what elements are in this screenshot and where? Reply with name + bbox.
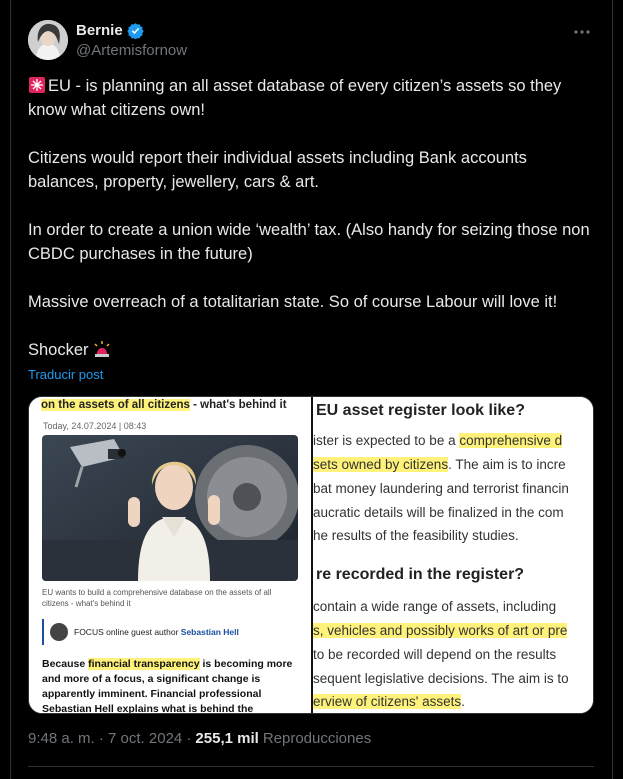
tweet-views-label: Reproducciones xyxy=(262,730,372,747)
siren-icon xyxy=(93,340,111,358)
tweet-paragraph-4: Massive overreach of a totalitarian state. So of course Labour will love it! xyxy=(28,293,558,311)
register-heading-2: re recorded in the register? xyxy=(316,566,525,583)
tweet-paragraph-1: EU - is planning an all asset database of every citizen’s assets so they know what citizens own! xyxy=(28,77,566,119)
more-options-icon[interactable] xyxy=(572,22,592,42)
article-screenshot-right xyxy=(313,397,594,714)
siren-icon xyxy=(28,76,46,94)
tweet-paragraph-3: In order to create a union wide ‘wealth’ tax. (Also handy for seizing those non CBDC purchases in the future) xyxy=(28,221,595,263)
register-line: he results of the feasibility studies. xyxy=(313,528,519,543)
register-line: sequent legislative decisions. The aim is to xyxy=(313,671,569,686)
register-line: s, vehicles and possibly works of art or pre xyxy=(313,623,568,638)
tweet-timestamp[interactable]: 9:48 a. m. · 7 oct. 2024 · xyxy=(28,730,192,747)
footer-divider xyxy=(28,766,594,767)
article-date: Today, 24.07.2024 | 08:43 xyxy=(43,421,147,431)
tweet-text xyxy=(28,74,594,362)
tweet-header xyxy=(28,18,594,62)
article-photo xyxy=(42,435,298,581)
register-heading-1: EU asset register look like? xyxy=(316,402,525,419)
tweet-paragraph-2: Citizens would report their individual assets including Bank accounts balances, property, jewellery, cars & art. xyxy=(28,149,532,191)
register-line: bat money laundering and terrorist financin xyxy=(313,481,569,496)
register-line: contain a wide range of assets, including xyxy=(313,599,557,614)
verified-badge-icon xyxy=(127,22,144,39)
article-author: FOCUS online guest author Sebastian Hell xyxy=(42,619,300,645)
register-line: to be recorded will depend on the results xyxy=(313,647,557,662)
article-screenshot-left xyxy=(29,397,311,714)
register-line: erview of citizens' assets. xyxy=(313,694,465,709)
article-headline: on the assets of all citizens - what's behind it xyxy=(41,399,287,411)
register-line: ister is expected to be a comprehensive d xyxy=(313,433,563,448)
article-author-avatar xyxy=(50,623,68,641)
tweet-meta xyxy=(28,730,371,747)
tweet-paragraph-5: Shocker xyxy=(28,338,594,362)
article-photo-caption: EU wants to build a comprehensive database on the assets of all citizens - what's behind it xyxy=(42,588,272,608)
register-line: sets owned by citizens. The aim is to incre xyxy=(313,457,566,472)
author-avatar[interactable] xyxy=(28,20,68,60)
tweet-media-image[interactable] xyxy=(28,396,594,714)
translate-post-link[interactable]: Traducir post xyxy=(28,367,104,382)
register-line: aucratic details will be finalized in the com xyxy=(313,505,564,520)
article-lede: Because financial transparency is becoming more and more of a focus, a significant change is apparently imminent. Financial professional Sebastian Hell explains what is behind the xyxy=(42,658,293,714)
author-display-name[interactable]: Bernie xyxy=(76,22,123,39)
author-name-row xyxy=(76,22,144,39)
tweet-views-count: 255,1 mil xyxy=(195,730,259,747)
author-handle[interactable]: @Artemisfornow xyxy=(76,42,188,59)
